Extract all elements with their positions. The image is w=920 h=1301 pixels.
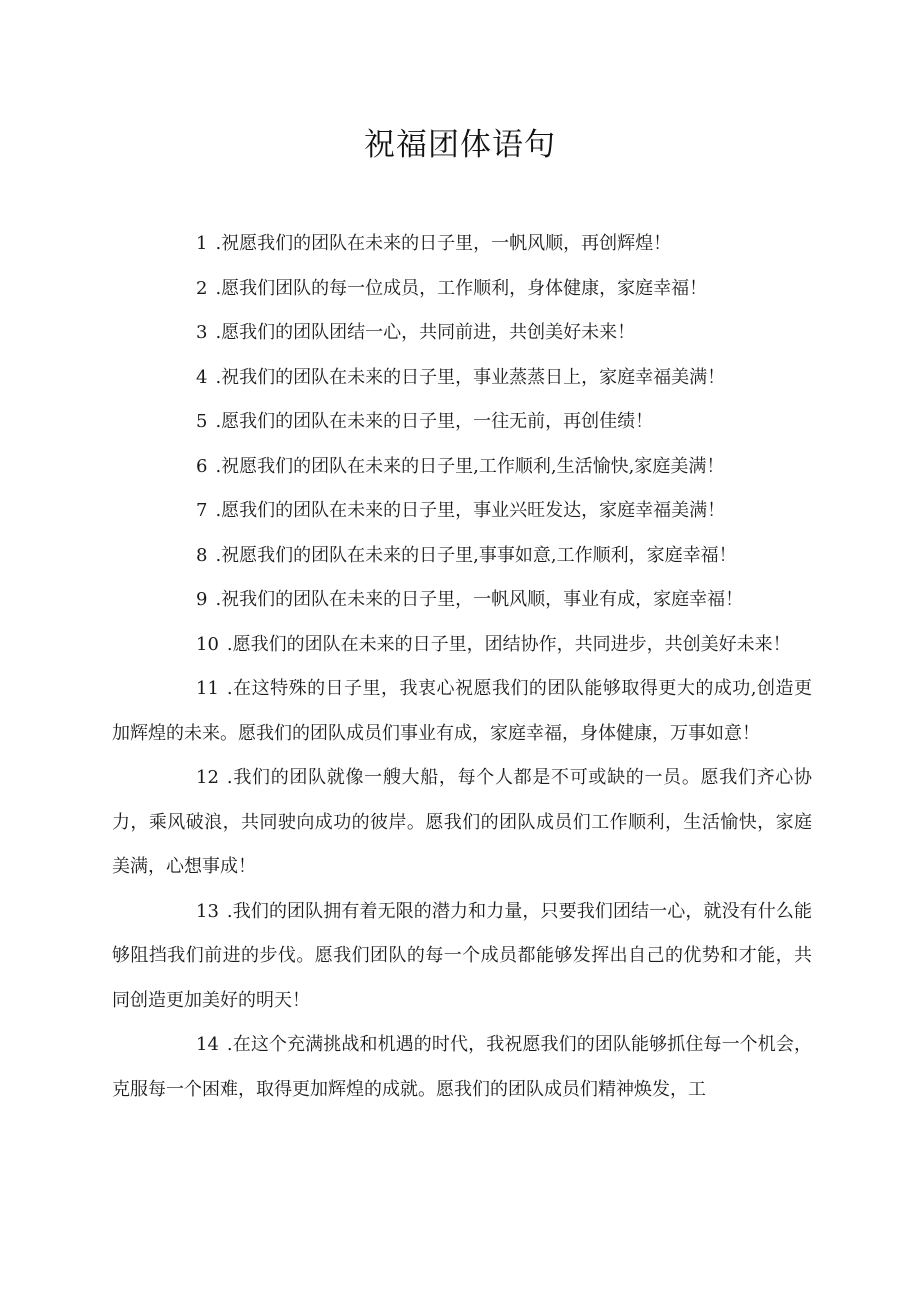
item-text: .我们的团队就像一艘大船，每个人都是不可或缺的一员。愿我们齐心协力，乘风破浪，共同驶向成功的彼岸。愿我们的团队成员们工作顺利，生活愉快，家庭美满，心想事成！	[112, 767, 812, 877]
page-title: 祝福团体语句	[364, 127, 556, 163]
item-text: .祝我们的团队在未来的日子里，一帆风顺，事业有成，家庭幸福！	[215, 589, 744, 610]
item-number: 6	[196, 455, 208, 477]
item-text: .愿我们的团队在未来的日子里，一往无前，再创佳绩！	[215, 411, 654, 432]
item-text: .我们的团队拥有着无限的潜力和力量，只要我们团结一心，就没有什么能够阻挡我们前进的步伐。愿我们团队的每一个成员都能够发挥出自己的优势和才能，共同创造更加美好的明天！	[112, 900, 812, 1011]
item-number: 11	[196, 678, 219, 699]
item-number: 10	[196, 633, 219, 655]
list-item	[112, 890, 812, 1024]
item-text: .愿我们团队的每一位成员，工作顺利，身体健康，家庭幸福！	[215, 277, 708, 299]
item-text: .愿我们的团队在未来的日子里，团结协作，共同进步，共创美好未来！	[226, 633, 791, 655]
item-number: 4	[196, 366, 208, 388]
item-number: 8	[196, 544, 208, 566]
list-item	[112, 756, 812, 890]
item-number: 2	[196, 277, 208, 299]
blessing-list	[112, 222, 812, 1112]
item-number: 14	[196, 1034, 219, 1055]
item-text: .愿我们的团队在未来的日子里，事业兴旺发达，家庭幸福美满！	[215, 500, 726, 521]
item-number: 9	[196, 589, 208, 610]
item-number: 1	[196, 233, 208, 254]
list-item	[112, 222, 812, 267]
list-item	[112, 667, 812, 756]
list-item	[112, 489, 812, 534]
item-text: .祝愿我们的团队在未来的日子里，一帆风顺，再创辉煌！	[215, 233, 672, 254]
list-item	[112, 267, 812, 312]
list-item	[112, 1023, 812, 1112]
item-text: .祝愿我们的团队在未来的日子里,工作顺利,生活愉快,家庭美满！	[215, 455, 725, 477]
item-text: .在这个充满挑战和机遇的时代，我祝愿我们的团队能够抓住每一个机会，克服每一个困难，取得更加辉煌的成就。愿我们的团队成员们精神焕发，工	[112, 1034, 812, 1100]
list-item	[112, 445, 812, 490]
item-number: 7	[196, 500, 208, 521]
list-item	[112, 311, 812, 356]
list-item	[112, 578, 812, 623]
item-number: 12	[196, 767, 219, 788]
list-item	[112, 534, 812, 579]
item-number: 5	[196, 411, 208, 432]
list-item	[112, 356, 812, 401]
item-text: .愿我们的团队团结一心，共同前进，共创美好未来！	[215, 322, 636, 343]
item-text: .祝我们的团队在未来的日子里，事业蒸蒸日上，家庭幸福美满！	[215, 366, 726, 388]
item-number: 3	[196, 322, 208, 343]
list-item	[112, 623, 812, 668]
item-text: .在这特殊的日子里，我衷心祝愿我们的团队能够取得更大的成功,创造更加辉煌的未来。愿我们的团队成员们事业有成，家庭幸福，身体健康，万事如意！	[112, 678, 812, 744]
item-text: .祝愿我们的团队在未来的日子里,事事如意,工作顺利，家庭幸福！	[215, 544, 737, 566]
list-item	[112, 400, 812, 445]
item-number: 13	[196, 900, 219, 922]
